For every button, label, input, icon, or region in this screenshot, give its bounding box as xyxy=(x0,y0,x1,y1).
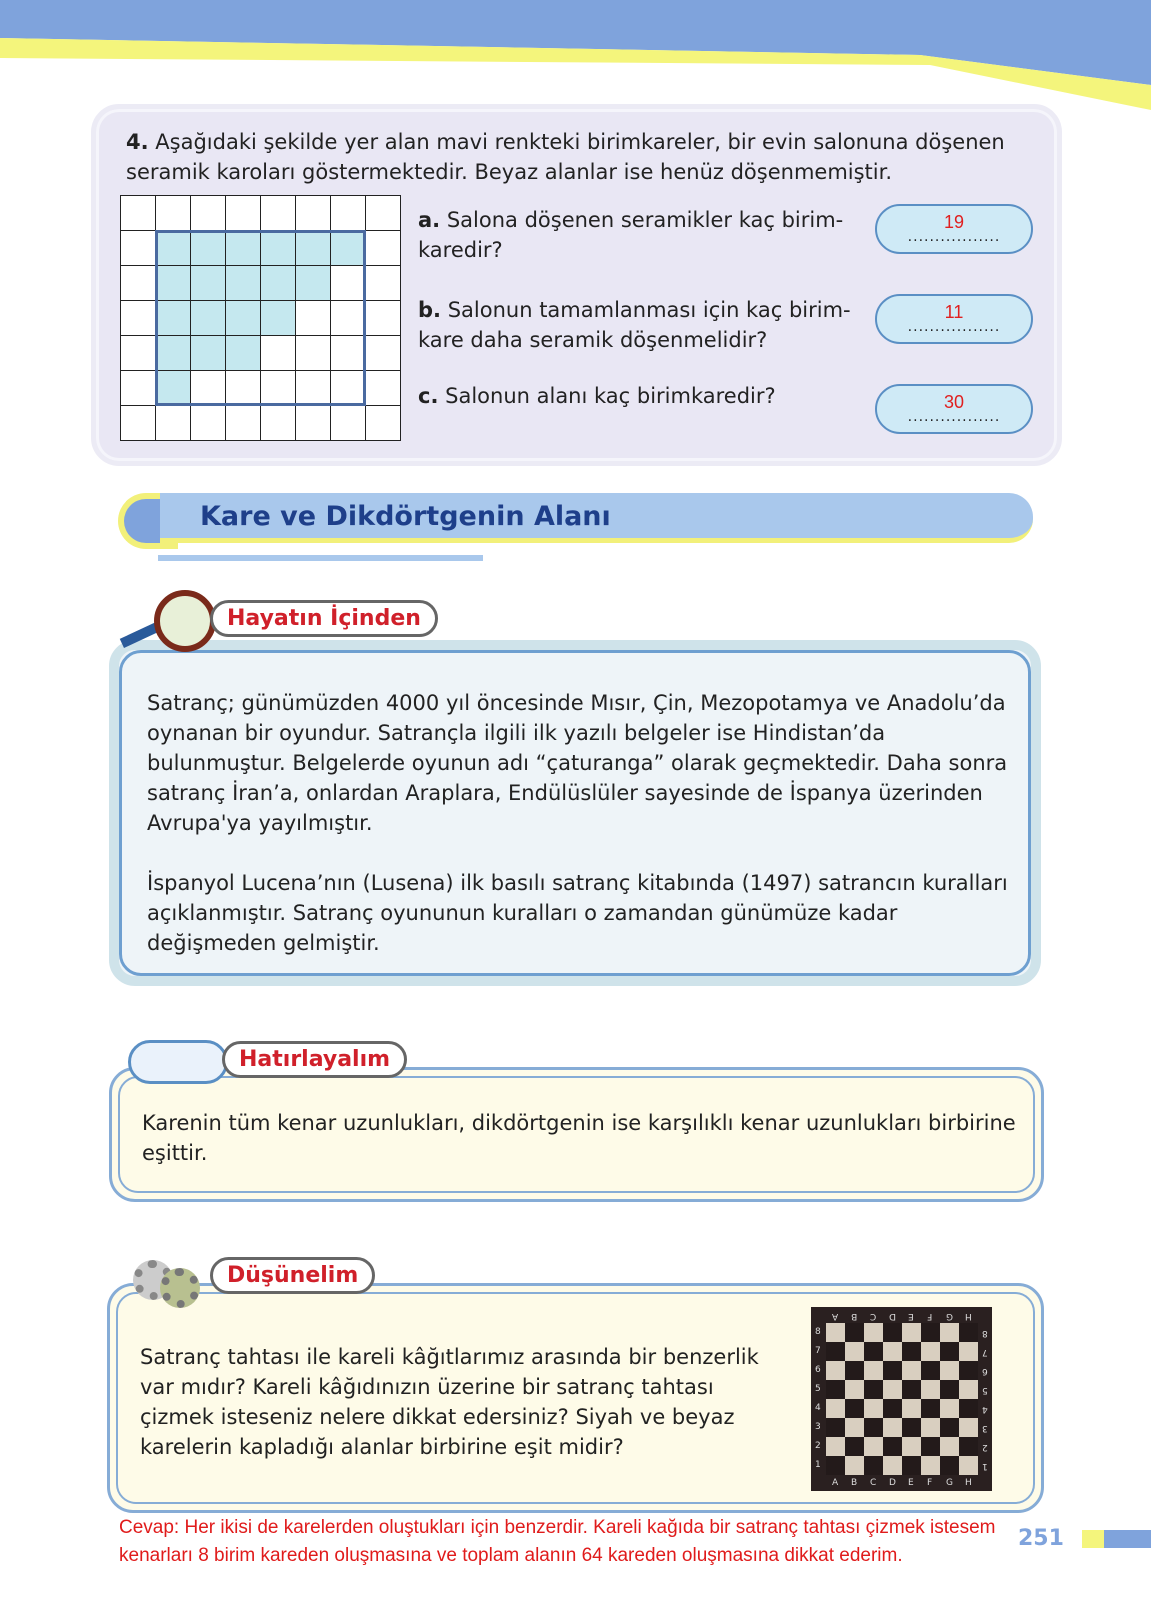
dark-square xyxy=(959,1361,978,1380)
tile-empty xyxy=(121,231,156,266)
light-square xyxy=(959,1380,978,1399)
light-square xyxy=(902,1399,921,1418)
light-square xyxy=(940,1323,959,1342)
tile-empty xyxy=(156,196,191,231)
board-file-label: B xyxy=(851,1478,858,1488)
tile-empty xyxy=(121,406,156,441)
page-marker-blue xyxy=(1104,1530,1151,1548)
dark-square xyxy=(864,1418,883,1437)
answer-a-value: 19 xyxy=(943,212,965,232)
question-text: Aşağıdaki şekilde yer alan mavi renkteki birimkareler, bir evin salonuna döşenen seramik karoları göstermektedir. Beyaz alanlar ise henüz döşenmemiştir. xyxy=(126,130,1005,184)
light-square xyxy=(902,1323,921,1342)
chessboard xyxy=(811,1307,992,1491)
board-file-label: F xyxy=(927,1311,933,1321)
light-square xyxy=(883,1342,902,1361)
dark-square xyxy=(845,1323,864,1342)
tile-grid xyxy=(120,195,401,441)
tile-empty xyxy=(296,336,331,371)
answer-line-2: kenarları 8 birim kareden oluşmasına ve toplam alanın 64 kareden oluşmasına dikkat ederim. xyxy=(119,1545,903,1566)
tile-empty xyxy=(191,406,226,441)
dark-square xyxy=(921,1361,940,1380)
tile-empty xyxy=(261,371,296,406)
answer-a-field[interactable] xyxy=(875,204,1033,254)
board-file-label: B xyxy=(851,1311,858,1321)
tile-empty xyxy=(366,266,401,301)
dark-square xyxy=(940,1418,959,1437)
board-file-label: H xyxy=(965,1478,972,1488)
tile-empty xyxy=(226,406,261,441)
board-file-label: E xyxy=(908,1478,914,1488)
tile-empty xyxy=(331,371,366,406)
board-rank-label: 3 xyxy=(815,1422,821,1432)
tile-empty xyxy=(331,301,366,336)
answer-b-field[interactable] xyxy=(875,294,1033,344)
tile-empty xyxy=(366,406,401,441)
dark-square xyxy=(826,1342,845,1361)
part-b xyxy=(418,295,858,355)
hayatin-paragraph-2: İspanyol Lucena’nın (Lusena) ilk basılı satranç kitabında (1497) satrancın kuralları açıklanmıştır. Satranç oyununun kuralları o zamandan günümüze kadar değişmeden gelmiştir. xyxy=(147,871,1008,955)
light-square xyxy=(845,1418,864,1437)
tile-filled xyxy=(296,231,331,266)
light-square xyxy=(826,1399,845,1418)
board-file-label: G xyxy=(946,1478,953,1488)
dark-square xyxy=(902,1456,921,1475)
dark-square xyxy=(826,1418,845,1437)
magnifier-icon xyxy=(120,590,220,650)
dusunelim-tag: Düşünelim xyxy=(210,1257,375,1294)
tile-filled xyxy=(261,301,296,336)
answer-line-1: Cevap: Her ikisi de karelerden oluştukları için benzerdir. Kareli kağıda bir satranç tahtası çizmek istesem xyxy=(119,1517,996,1538)
tile-filled xyxy=(296,266,331,301)
light-square xyxy=(826,1437,845,1456)
board-rank-label: 2 xyxy=(815,1441,821,1451)
light-square xyxy=(883,1418,902,1437)
board-rank-label: 1 xyxy=(815,1460,821,1470)
tile-empty xyxy=(296,301,331,336)
board-rank-label: 6 xyxy=(982,1366,988,1376)
part-b-letter: b. xyxy=(418,298,442,322)
tile-filled xyxy=(156,301,191,336)
dark-square xyxy=(959,1399,978,1418)
board-rank-label: 3 xyxy=(982,1423,988,1433)
light-square xyxy=(864,1437,883,1456)
tile-empty xyxy=(226,196,261,231)
board-rank-label: 1 xyxy=(982,1461,988,1471)
light-square xyxy=(864,1399,883,1418)
board-rank-label: 5 xyxy=(815,1384,821,1394)
light-square xyxy=(883,1456,902,1475)
tile-empty xyxy=(296,196,331,231)
board-rank-label: 4 xyxy=(815,1403,821,1413)
tile-filled xyxy=(261,266,296,301)
dark-square xyxy=(902,1342,921,1361)
light-square xyxy=(940,1361,959,1380)
question-4-box xyxy=(91,104,1062,466)
tile-filled xyxy=(191,301,226,336)
tile-empty xyxy=(296,371,331,406)
board-rank-label: 8 xyxy=(982,1328,988,1338)
dusunelim-text: Satranç tahtası ile kareli kâğıtlarımız arasında bir benzerlik var mıdır? Kareli kâğıdınızın üzerine bir satranç tahtası çizmek isteseniz nelere dikkat edersiniz? Siyah ve beyaz karelerin kapladığı alanlar birbirine eşit midir? xyxy=(140,1345,759,1459)
tile-empty xyxy=(331,406,366,441)
tile-empty xyxy=(366,336,401,371)
dark-square xyxy=(902,1380,921,1399)
part-b-text: Salonun tamamlanması için kaç birim-kare daha seramik döşenmelidir? xyxy=(418,298,851,352)
light-square xyxy=(864,1323,883,1342)
part-c-letter: c. xyxy=(418,384,439,408)
tile-empty xyxy=(191,371,226,406)
part-a xyxy=(418,205,858,265)
board-rank-label: 8 xyxy=(815,1327,821,1337)
dark-square xyxy=(883,1437,902,1456)
light-square xyxy=(940,1437,959,1456)
section-underline xyxy=(158,555,483,561)
tile-empty xyxy=(331,336,366,371)
tile-empty xyxy=(156,406,191,441)
light-square xyxy=(883,1380,902,1399)
hayatin-paragraph-1: Satranç; günümüzden 4000 yıl öncesinde Mısır, Çin, Mezopotamya ve Anadolu’da oynanan bir oyundur. Satrançla ilgili ilk yazılı belgeler ise Hindistan’da bulunmuştur. Belgelerde oyunun adı “çaturanga” olarak geçmektedir. Daha sonra satranç İran’a, onlardan Araplara, Endülüslüler sayesinde de İspanya üzerinden Avrupa'ya yayılmıştır. xyxy=(147,691,1008,835)
board-file-label: C xyxy=(870,1311,877,1321)
answer-b-value: 11 xyxy=(944,302,964,322)
dark-square xyxy=(864,1456,883,1475)
board-file-label: G xyxy=(946,1311,953,1321)
dark-square xyxy=(864,1342,883,1361)
dark-square xyxy=(921,1399,940,1418)
board-rank-label: 7 xyxy=(815,1346,821,1356)
light-square xyxy=(959,1342,978,1361)
tile-filled xyxy=(331,231,366,266)
board-rank-label: 5 xyxy=(982,1385,988,1395)
light-square xyxy=(826,1361,845,1380)
dark-square xyxy=(845,1399,864,1418)
dark-square xyxy=(845,1437,864,1456)
tile-filled xyxy=(226,336,261,371)
tile-filled xyxy=(226,266,261,301)
tile-filled xyxy=(156,371,191,406)
tile-empty xyxy=(331,266,366,301)
tile-filled xyxy=(191,336,226,371)
board-file-label: C xyxy=(870,1478,877,1488)
tile-empty xyxy=(261,196,296,231)
part-c-text: Salonun alanı kaç birimkaredir? xyxy=(445,384,776,408)
light-square xyxy=(845,1380,864,1399)
part-a-text: Salona döşenen seramikler kaç birim-karedir? xyxy=(418,208,844,262)
board-file-label: A xyxy=(832,1311,839,1321)
light-square xyxy=(921,1342,940,1361)
light-square xyxy=(940,1399,959,1418)
tile-empty xyxy=(366,371,401,406)
dark-square xyxy=(940,1380,959,1399)
tile-empty xyxy=(191,196,226,231)
dark-square xyxy=(921,1437,940,1456)
answer-c-field[interactable] xyxy=(875,384,1033,434)
board-rank-label: 7 xyxy=(982,1347,988,1357)
tile-filled xyxy=(156,266,191,301)
light-square xyxy=(921,1456,940,1475)
light-square xyxy=(845,1342,864,1361)
part-a-letter: a. xyxy=(418,208,441,232)
tile-filled xyxy=(191,266,226,301)
tile-filled xyxy=(156,231,191,266)
board-rank-label: 4 xyxy=(982,1404,988,1414)
section-header xyxy=(118,493,1033,549)
tile-empty xyxy=(366,301,401,336)
dark-square xyxy=(959,1437,978,1456)
dark-square xyxy=(864,1380,883,1399)
tile-filled xyxy=(226,301,261,336)
tile-empty xyxy=(296,406,331,441)
dark-square xyxy=(902,1418,921,1437)
tile-filled xyxy=(261,231,296,266)
light-square xyxy=(864,1361,883,1380)
dark-square xyxy=(940,1456,959,1475)
hayatin-icinden-box xyxy=(109,640,1041,986)
dark-square xyxy=(826,1380,845,1399)
answer-b-dots: ................. xyxy=(907,319,1001,335)
hatirlayalim-tag: Hatırlayalım xyxy=(222,1041,407,1078)
light-square xyxy=(959,1456,978,1475)
tile-empty xyxy=(366,231,401,266)
answer-a-dots: ................. xyxy=(907,229,1001,245)
tile-empty xyxy=(121,196,156,231)
question-number: 4. xyxy=(126,130,149,154)
tile-empty xyxy=(261,336,296,371)
page-number: 251 xyxy=(1018,1526,1064,1551)
tile-empty xyxy=(331,196,366,231)
page-marker-yellow xyxy=(1082,1530,1104,1548)
top-banner xyxy=(0,0,1151,110)
board-file-label: D xyxy=(889,1311,896,1321)
dark-square xyxy=(845,1361,864,1380)
light-square xyxy=(921,1418,940,1437)
dark-square xyxy=(940,1342,959,1361)
board-rank-label: 2 xyxy=(982,1442,988,1452)
part-c xyxy=(418,381,858,411)
dark-square xyxy=(883,1399,902,1418)
light-square xyxy=(845,1456,864,1475)
dark-square xyxy=(921,1323,940,1342)
tile-empty xyxy=(261,406,296,441)
hayatin-icinden-tag: Hayatın İçinden xyxy=(210,600,438,637)
dark-square xyxy=(883,1361,902,1380)
light-square xyxy=(826,1323,845,1342)
light-square xyxy=(921,1380,940,1399)
tile-filled xyxy=(156,336,191,371)
light-square xyxy=(902,1361,921,1380)
tile-filled xyxy=(226,231,261,266)
tile-empty xyxy=(366,196,401,231)
light-square xyxy=(902,1437,921,1456)
board-file-label: F xyxy=(927,1478,933,1488)
tile-empty xyxy=(121,336,156,371)
tile-filled xyxy=(191,231,226,266)
tile-empty xyxy=(226,371,261,406)
section-title: Kare ve Dikdörtgenin Alanı xyxy=(200,501,611,532)
dark-square xyxy=(883,1323,902,1342)
dark-square xyxy=(959,1323,978,1342)
board-file-label: D xyxy=(889,1478,896,1488)
gears-icon xyxy=(128,1230,218,1310)
board-rank-label: 6 xyxy=(815,1365,821,1375)
thought-cloud-icon xyxy=(128,1030,228,1088)
board-file-label: E xyxy=(908,1311,914,1321)
hatirlayalim-text: Karenin tüm kenar uzunlukları, dikdörtgenin ise karşılıklı kenar uzunlukları birbirine eşittir. xyxy=(142,1111,1016,1165)
tile-empty xyxy=(121,266,156,301)
tile-empty xyxy=(121,301,156,336)
answer-c-value: 30 xyxy=(943,392,965,412)
light-square xyxy=(959,1418,978,1437)
board-file-label: A xyxy=(832,1478,839,1488)
dark-square xyxy=(826,1456,845,1475)
tile-empty xyxy=(121,371,156,406)
question-prompt xyxy=(126,127,1046,187)
answer-c-dots: ................. xyxy=(907,409,1001,425)
hatirlayalim-box xyxy=(109,1067,1044,1202)
board-file-label: H xyxy=(965,1311,972,1321)
